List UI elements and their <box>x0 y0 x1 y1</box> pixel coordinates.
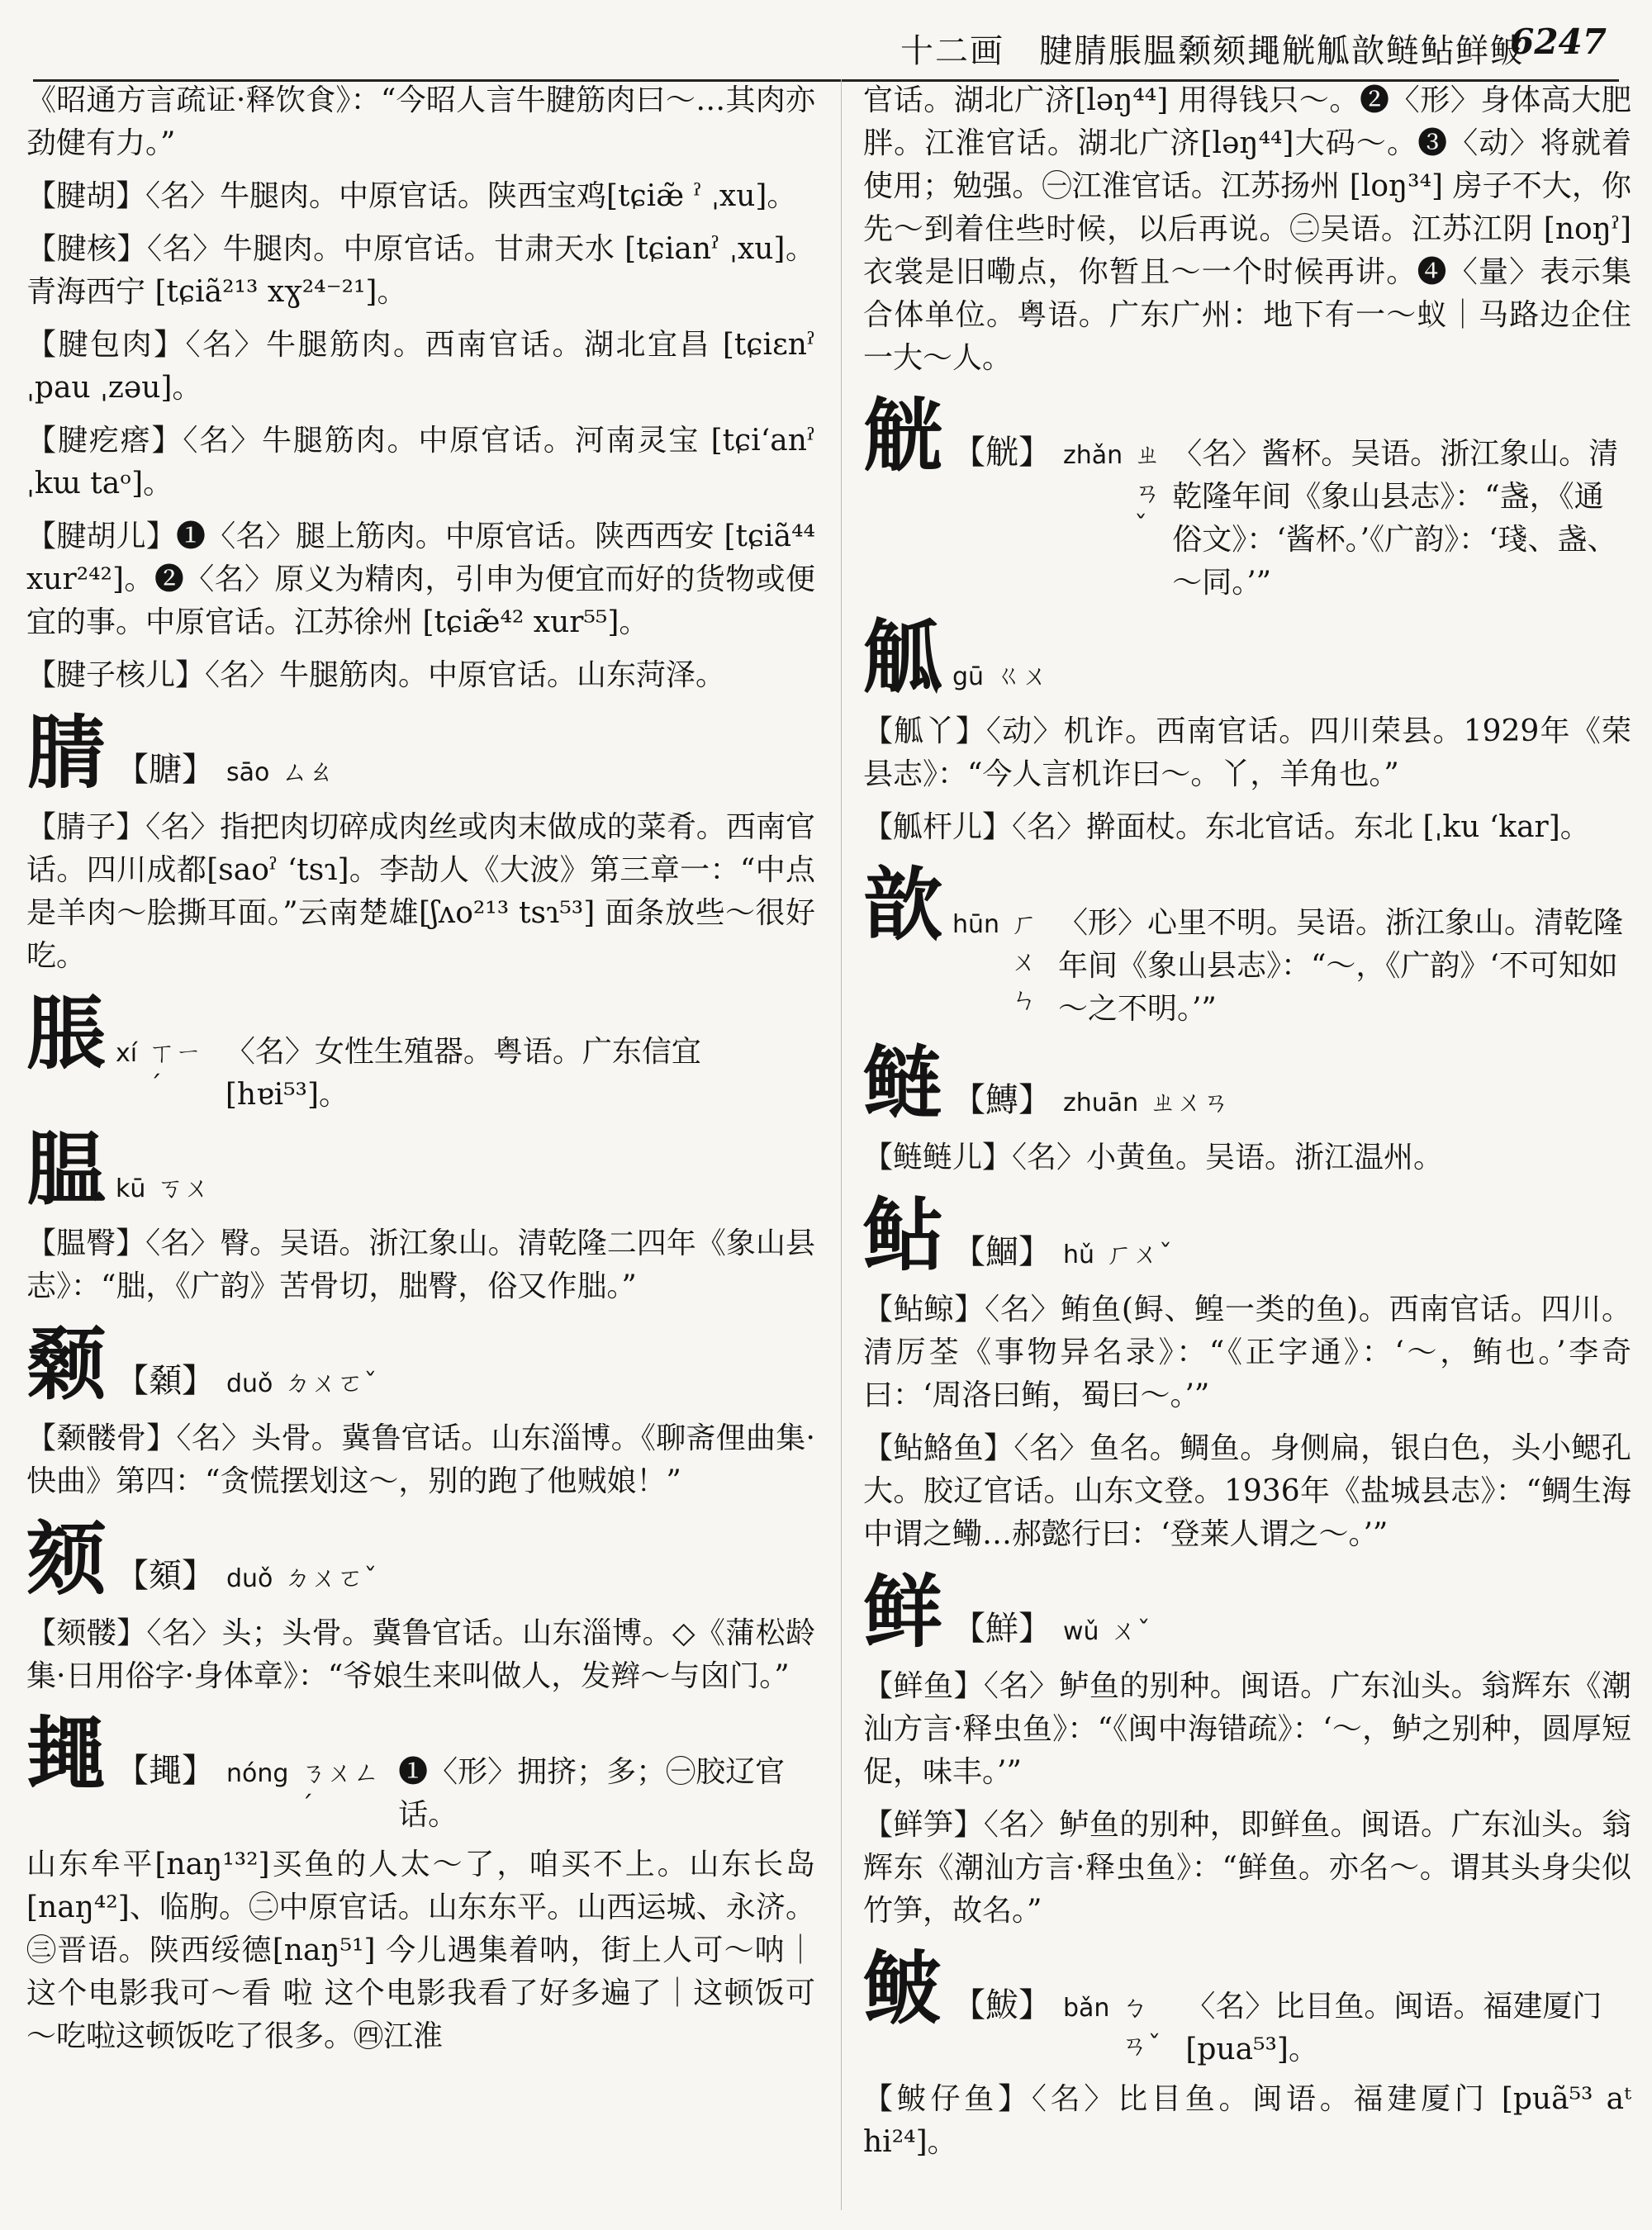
headword-entry <box>26 1318 815 1411</box>
zhuyin: ㄉㄨㄛˇ <box>284 1367 377 1398</box>
headword-entry <box>26 1708 815 1837</box>
dictionary-entry: 【颡髅骨】〈名〉头骨。冀鲁官话。山东淄博。《聊斋俚曲集·快曲》第四：“贪慌摆划这～，别的跑了他贼娘！” <box>26 1421 815 1498</box>
column-divider <box>841 79 842 2210</box>
header-section-title: 十二画 腱腈脹腽颡颏䵷觥觚歆鲢鲇鲜鲏 <box>900 32 1525 70</box>
headword-character: 觚 <box>863 610 942 704</box>
dictionary-entry: 【颏髅】〈名〉头；头骨。冀鲁官话。山东淄博。◇《蒲松龄集·日用俗字·身体章》：“爷娘生来叫做人，发辫～与囟门。” <box>26 1616 815 1693</box>
zhuyin: ㄎㄨ <box>157 1172 211 1203</box>
zhuyin: ㄏㄨˇ <box>1106 1238 1173 1269</box>
traditional-form: 【膅】 <box>116 751 215 789</box>
zhuyin: ㄓㄢˇ <box>1134 439 1161 541</box>
headword-character: 腈 <box>26 706 106 799</box>
headword-character: 颡 <box>26 1317 106 1411</box>
headword-entry <box>863 1189 1631 1282</box>
pinyin: gū <box>952 662 985 691</box>
headword-entry <box>26 1513 815 1606</box>
dictionary-entry: 【腱胡儿】❶〈名〉腿上筋肉。中原官话。陕西西安 [tɕiã⁴⁴ xur²⁴²]。❷〈名〉原义为精肉，引申为便宜而好的货物或便宜的事。中原官话。江苏徐州 [tɕiæ̃⁴² xur⁵⁵]。 <box>26 520 815 639</box>
dictionary-entry: 【腈子】〈名〉指把肉切碎成肉丝或肉末做成的菜肴。西南官话。四川成都[saoˀ ʻtsɿ]。李劼人《大波》第三章一：“中点是羊肉～脍撕耳面。”云南楚雄[ʃʌo²¹³ tsɿ⁵³] 面条放些～很好吃。 <box>26 810 815 973</box>
zhuyin: ㄒㄧˊ <box>149 1037 202 1101</box>
headword-definition: 〈形〉心里不明。吴语。浙江象山。清乾隆年间《象山县志》：“～，《广韵》‘不可知如～之不明。’” <box>1057 906 1623 1026</box>
dictionary-entry: 【腱子核儿】〈名〉牛腿筋肉。中原官话。山东菏泽。 <box>26 658 726 692</box>
zhuyin: ㄙㄠ <box>281 756 335 787</box>
headword-definition: 〈名〉女性生殖器。粤语。广东信宜[hɐi⁵³]。 <box>225 1035 701 1112</box>
pinyin: nóng <box>226 1759 289 1788</box>
headword-entry <box>26 1123 815 1216</box>
dictionary-entry: 山东牟平[naŋ¹³²]买鱼的人太～了，咱买不上。山东长岛[naŋ⁴²]、临朐。㊁中原官话。山东东平。山西运城、永济。㊂晋语。陕西绥德[naŋ⁵¹] 今儿遇集着呐，街上人可～呐｜这个电影我可～看 啦 这个电影我看了好多遍了｜这顿饭可～吃啦这顿饭吃了很多。㊃江淮 <box>26 1848 815 2053</box>
traditional-form: 【頦】 <box>116 1557 215 1595</box>
pinyin: wǔ <box>1063 1617 1099 1646</box>
traditional-form: 【觥】 <box>952 434 1051 472</box>
headword-character: 鲇 <box>863 1189 942 1282</box>
headword-character: 颏 <box>26 1512 106 1606</box>
traditional-form: 【鮮】 <box>952 1610 1051 1648</box>
zhuyin: ㄉㄨㄛˇ <box>284 1562 377 1593</box>
zhuyin: ㄋㄨㄥˊ <box>300 1757 380 1821</box>
dictionary-entry: 【腱胡】〈名〉牛腿肉。中原官话。陕西宝鸡[tɕiæ̃ ˀ ˌxu]。 <box>26 179 797 213</box>
dictionary-entry: 【鲜鱼】〈名〉鲈鱼的别种。闽语。广东汕头。翁辉东《潮汕方言·释虫鱼》：“《闽中海错疏》：‘～，鲈之别种，圆厚短促，味丰。’” <box>863 1669 1631 1789</box>
traditional-form: 【鮁】 <box>952 1986 1051 2024</box>
headword-definition: ❶〈形〉拥挤；多；㊀胶辽官话。 <box>398 1755 786 1832</box>
traditional-form: 【鱄】 <box>952 1081 1051 1119</box>
headword-character: 觥 <box>863 389 942 482</box>
zhuyin: ㄏㄨㄣ <box>1011 908 1038 1015</box>
headword-entry <box>863 390 1631 605</box>
dictionary-entry: 【鲢鲢儿】〈名〉小黄鱼。吴语。浙江温州。 <box>863 1141 1444 1174</box>
pinyin: hūn <box>952 910 1000 939</box>
pinyin: hǔ <box>1063 1241 1095 1269</box>
headword-character: 歆 <box>863 858 942 951</box>
headword-character: 脹 <box>26 987 106 1080</box>
dictionary-entry: 《昭通方言疏证·释饮食》：“今昭人言牛腱筋肉曰～…其肉亦劲健有力。” <box>26 83 815 160</box>
zhuyin: ㄓㄨㄢ <box>1150 1086 1230 1117</box>
headword-entry <box>863 859 1631 1031</box>
headword-character: 鲏 <box>863 1942 942 2035</box>
headword-entry <box>863 1037 1631 1130</box>
headword-entry <box>863 1943 1631 2071</box>
pinyin: zhuān <box>1063 1089 1139 1117</box>
headword-character: 鲢 <box>863 1037 942 1130</box>
left-column <box>26 79 815 2218</box>
dictionary-entry: 【腱疙瘩】〈名〉牛腿筋肉。中原官话。河南灵宝 [tɕiʻanˀ ˌkɯ taᵒ]。 <box>26 424 815 501</box>
right-column <box>863 79 1631 2218</box>
dictionary-entry: 【觚杆儿】〈名〉擀面杖。东北官话。东北 [ˌku ʻkar]。 <box>863 810 1590 844</box>
headword-character: 鲜 <box>863 1565 942 1658</box>
pinyin: duǒ <box>226 1369 273 1398</box>
zhuyin: ㄅㄢˇ <box>1121 1991 1161 2061</box>
dictionary-entry: 【腱核】〈名〉牛腿肉。中原官话。甘肃天水 [tɕianˀ ˌxu]。青海西宁 [tɕiã²¹³ xɣ²⁴⁻²¹]。 <box>26 232 815 309</box>
pinyin: kū <box>116 1174 146 1203</box>
traditional-form: 【䵷】 <box>116 1752 215 1790</box>
dictionary-entry: 【腽臀】〈名〉臀。吴语。浙江象山。清乾隆二四年《象山县志》：“朏，《广韵》苦骨切，朏臀，俗又作朏。” <box>26 1226 815 1303</box>
pinyin: xí <box>116 1039 138 1068</box>
dictionary-entry: 【鲜笋】〈名〉鲈鱼的别种，即鲜鱼。闽语。广东汕头。翁辉东《潮汕方言·释虫鱼》：“鲜鱼。亦名～。谓其头身尖似竹笋，故名。” <box>863 1808 1631 1928</box>
headword-entry <box>26 707 815 799</box>
page-number: 6247 <box>1510 21 1607 62</box>
dictionary-entry: 【腱包肉】〈名〉牛腿筋肉。西南官话。湖北宜昌 [tɕiɛnˀ ˌpau ˌzəu]。 <box>26 328 815 405</box>
traditional-form: 【顙】 <box>116 1362 215 1400</box>
zhuyin: ㄍㄨ <box>995 660 1049 691</box>
pinyin: duǒ <box>226 1564 273 1593</box>
headword-character: 腽 <box>26 1122 106 1216</box>
headword-definition: 〈名〉酱杯。吴语。浙江象山。清乾隆年间《象山县志》：“盏，《通俗文》：‘酱杯。’《广韵》：‘琖、盏、～同。’” <box>1172 437 1619 600</box>
headword-entry <box>863 611 1631 704</box>
headword-entry <box>863 1566 1631 1658</box>
dictionary-entry: 【鲇鮥鱼】〈名〉鱼名。鲷鱼。身侧扁，银白色，头小鳃孔大。胶辽官话。山东文登。1936年《盐城县志》：“鲷生海中谓之鳓…郝懿行曰：‘登莱人谓之～。’” <box>863 1431 1631 1551</box>
traditional-form: 【鯝】 <box>952 1233 1051 1271</box>
dictionary-entry: 【鲏仔鱼】〈名〉比目鱼。闽语。福建厦门 [puã⁵³ aᵗ hi²⁴]。 <box>863 2082 1631 2159</box>
pinyin: bǎn <box>1063 1994 1110 2023</box>
dictionary-entry: 【觚丫】〈动〉机诈。西南官话。四川荣县。1929年《荣县志》：“今人言机诈曰～。丫，羊角也。” <box>863 714 1631 791</box>
pinyin: zhǎn <box>1063 441 1123 470</box>
pinyin: sāo <box>226 758 270 787</box>
headword-definition: 〈名〉比目鱼。闽语。福建厦门 [pua⁵³]。 <box>1185 1990 1602 2066</box>
dictionary-entry: 【鲇鲸】〈名〉鲔鱼(鲟、鳇一类的鱼)。西南官话。四川。清厉荃《事物异名录》：“《正字通》：‘～，鲔也。’李奇曰：‘周洛曰鲔，蜀曰～。’” <box>863 1293 1631 1412</box>
page-header <box>0 21 1652 79</box>
zhuyin: ㄨˇ <box>1110 1615 1151 1646</box>
headword-entry <box>26 988 815 1117</box>
headword-character: 䵷 <box>26 1707 106 1801</box>
dictionary-entry: 官话。湖北广济[ləŋ⁴⁴] 用得钱只～。❷〈形〉身体高大肥胖。江淮官话。湖北广济[ləŋ⁴⁴]大码～。❸〈动〉将就着使用；勉强。㊀江淮官话。江苏扬州 [loŋ³⁴] 房子不大，你先～到着住些时候，以后再说。㊁吴语。江苏江阴 [noŋˀ] 衣裳是旧嘞点，你暂且～一个时候再讲。❹〈量〉表示集合体单位。粤语。广东广州：地下有一～蚁｜马路边企住一大～人。 <box>863 83 1631 375</box>
